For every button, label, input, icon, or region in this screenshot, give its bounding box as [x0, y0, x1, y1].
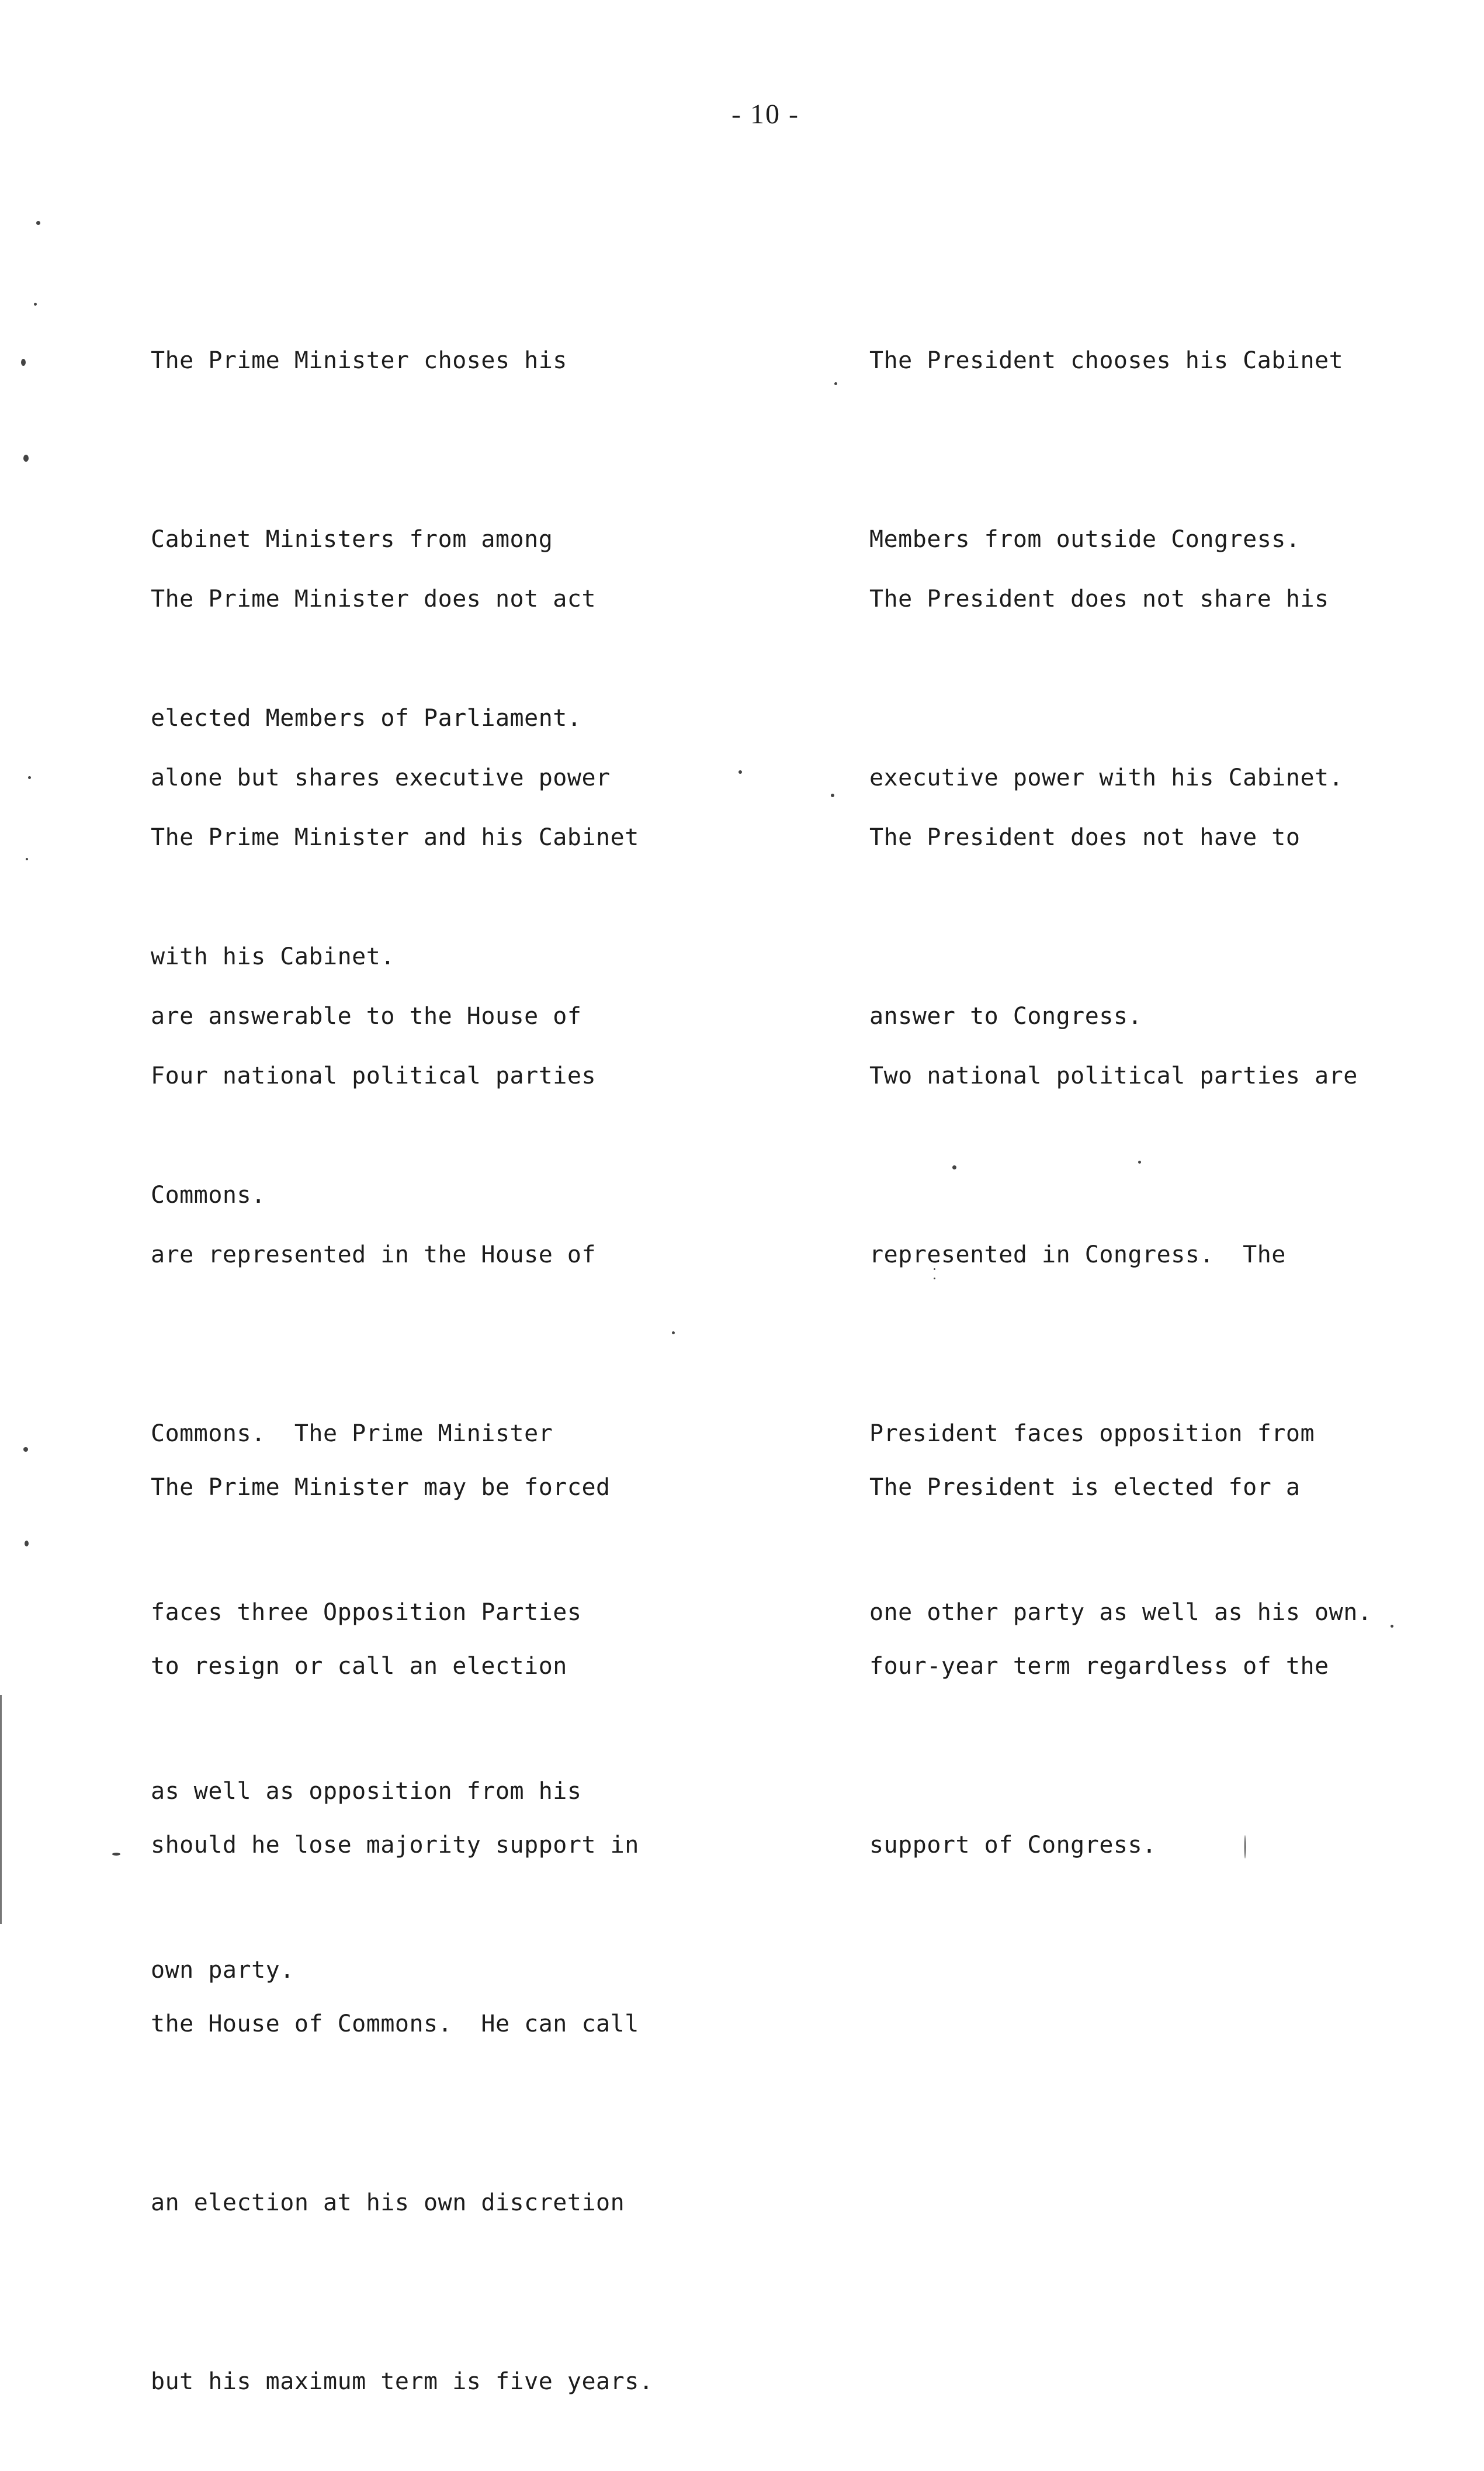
text-line: The Prime Minister may be forced — [151, 1474, 611, 1501]
text-line: an election at his own discretion — [151, 2189, 625, 2216]
scan-speck — [1391, 1625, 1393, 1628]
text-line: own party. — [151, 1957, 294, 1984]
scan-speck — [1244, 1835, 1246, 1859]
text-line: but his maximum term is five years. — [151, 2368, 654, 2395]
scan-speck — [23, 455, 29, 462]
text-line: with his Cabinet. — [151, 943, 395, 970]
text-line: Members from outside Congress. — [869, 526, 1301, 553]
text-line: support of Congress. — [869, 1832, 1157, 1859]
scan-speck — [738, 770, 742, 774]
text-line: to resign or call an election — [151, 1653, 567, 1680]
text-line: are represented in the House of — [151, 1241, 597, 1268]
scan-speck — [112, 1853, 120, 1856]
scan-speck — [834, 382, 837, 385]
text-line: Cabinet Ministers from among — [151, 526, 553, 553]
text-line: as well as opposition from his — [151, 1778, 582, 1805]
text-line: faces three Opposition Parties — [151, 1599, 582, 1626]
pm-term-paragraph — [151, 1338, 653, 2471]
text-line: Commons. The Prime Minister — [151, 1420, 553, 1447]
scan-speck — [1138, 1161, 1141, 1164]
text-line: one other party as well as his own. — [869, 1599, 1372, 1626]
text-line: executive power with his Cabinet. — [869, 764, 1344, 791]
scan-speck — [34, 303, 37, 306]
scan-speck — [28, 776, 31, 779]
scan-speck — [934, 1278, 935, 1279]
text-line: Four national political parties — [151, 1063, 597, 1089]
text-line: The Prime Minister choses his — [151, 347, 567, 374]
text-line: President faces opposition from — [869, 1420, 1315, 1447]
text-line: elected Members of Parliament. — [151, 705, 582, 732]
scan-speck — [23, 1447, 28, 1452]
text-line: four-year term regardless of the — [869, 1653, 1329, 1680]
text-line: should he lose majority support in — [151, 1832, 639, 1859]
text-line: The President does not have to — [869, 824, 1301, 851]
text-line: The President is elected for a — [869, 1474, 1301, 1501]
text-line: The President chooses his Cabinet — [869, 347, 1344, 374]
page-number: - 10 - — [731, 99, 799, 130]
text-line: answer to Congress. — [869, 1003, 1143, 1030]
scan-speck — [934, 1268, 935, 1270]
text-line: Commons. — [151, 1182, 266, 1209]
scan-speck — [25, 1541, 29, 1546]
scan-speck — [672, 1331, 675, 1334]
scan-speck — [831, 794, 834, 797]
text-line: Two national political parties are — [869, 1063, 1358, 1089]
scan-speck — [36, 221, 40, 225]
text-line: The Prime Minister and his Cabinet — [151, 824, 639, 851]
text-line: The President does not share his — [869, 586, 1329, 612]
text-line: are answerable to the House of — [151, 1003, 582, 1030]
president-term-paragraph — [869, 1338, 1329, 1934]
scan-edge-line — [0, 1695, 2, 1924]
scan-speck — [952, 1165, 956, 1169]
text-line: The Prime Minister does not act — [151, 586, 597, 612]
text-line: the House of Commons. He can call — [151, 2010, 639, 2037]
scan-speck — [21, 359, 26, 366]
text-line: alone but shares executive power — [151, 764, 611, 791]
text-line: represented in Congress. The — [869, 1241, 1286, 1268]
scan-speck — [26, 858, 28, 860]
